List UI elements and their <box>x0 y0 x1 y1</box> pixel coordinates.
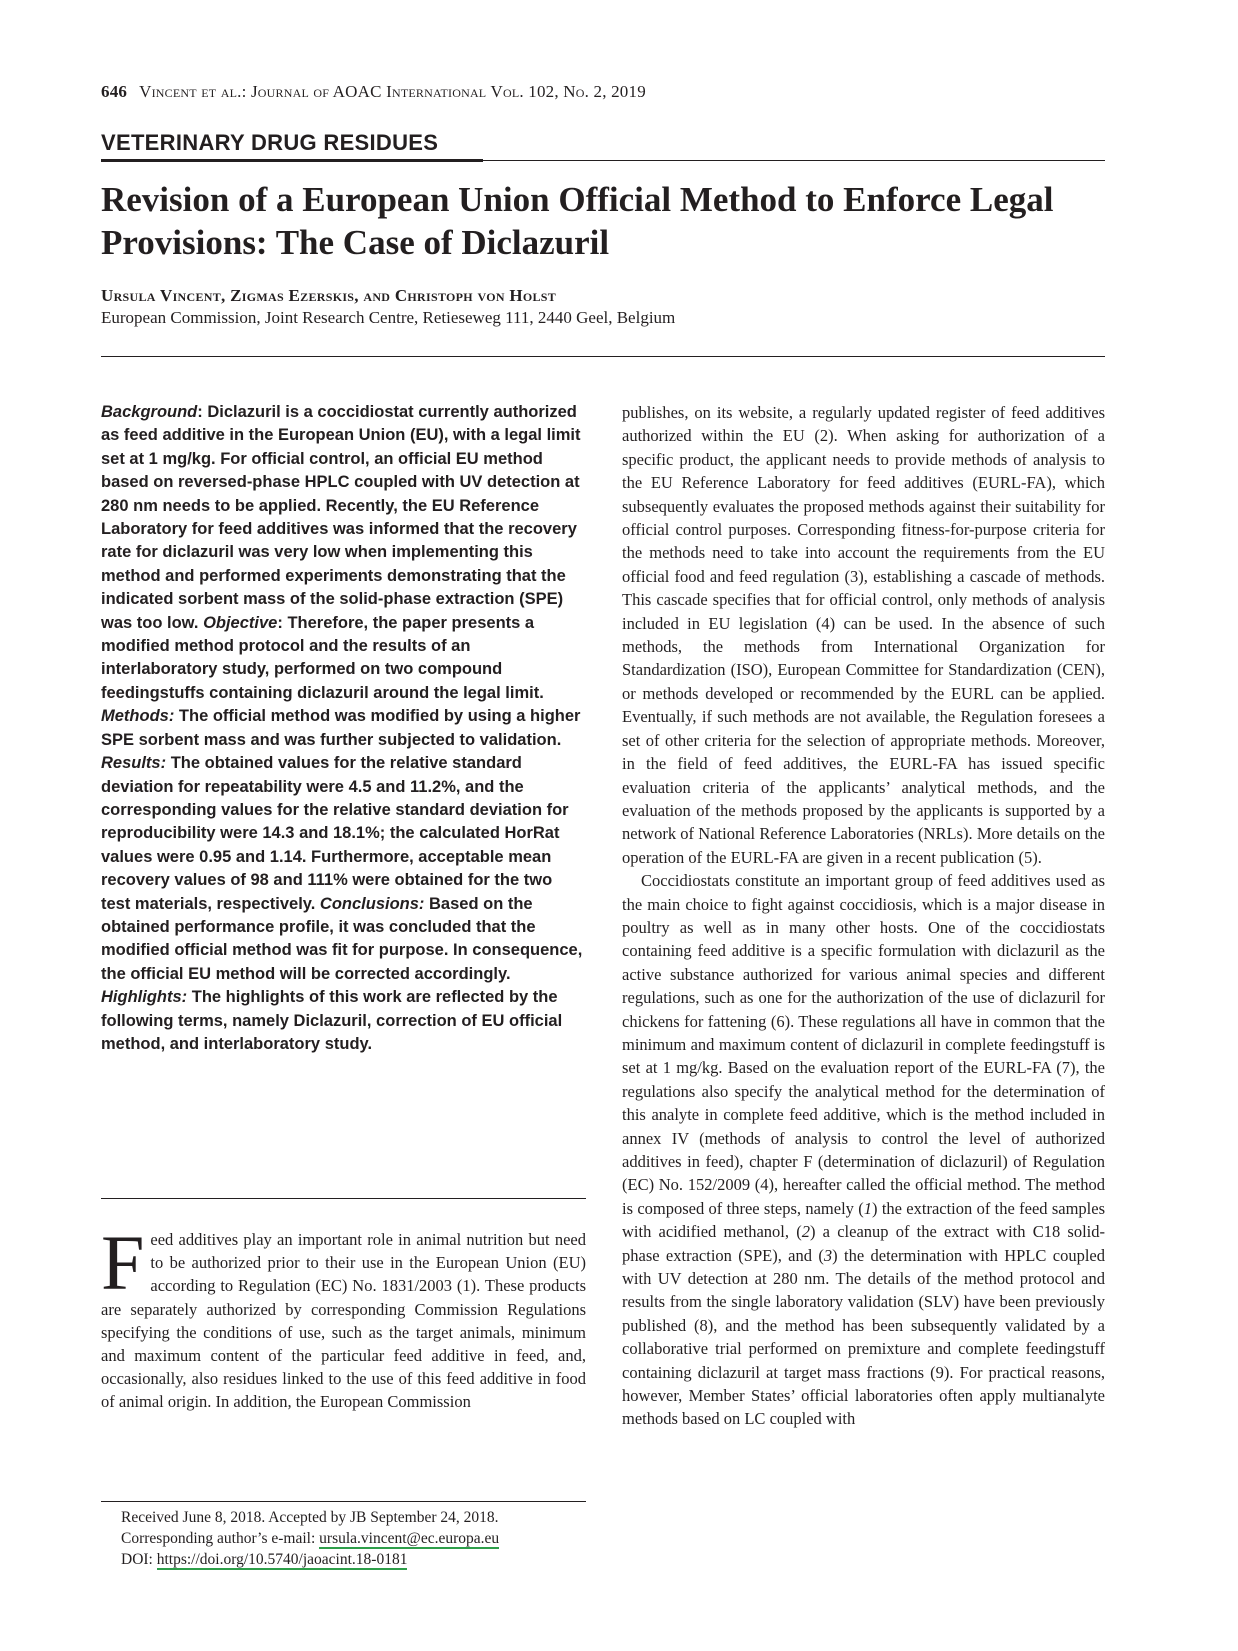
abstract-background-text: : Diclazuril is a coccidiostat currently authorized as feed additive in the European Union (EU), with a legal limit set at 1 mg/kg. For official control, an official EU method based on reversed-phase HPLC coupled with UV detection at 280 nm needs to be applied. Recently, the EU Reference Laboratory for feed additives was informed that the recovery rate for diclazuril was very low when implementing this method and performed experiments demonstrating that the indicated sorbent mass of the solid-phase extraction (SPE) was too low. <box>101 403 581 632</box>
abstract-methods-label: Methods: <box>101 707 175 726</box>
abstract-methods-text: The official method was modified by using a higher SPE sorbent mass and was further subjected to validation. <box>101 707 581 749</box>
author-list: Ursula Vincent, Zigmas Ezerskis, and Christoph von Holst <box>101 286 557 305</box>
section-rule <box>101 159 483 162</box>
doi-link[interactable]: https://doi.org/10.5740/jaoacint.18-0181 <box>156 1551 408 1568</box>
author-email-link[interactable]: ursula.vincent@ec.europa.eu <box>319 1530 500 1547</box>
running-head <box>101 82 646 102</box>
abstract-objective-label: Objective <box>203 613 278 632</box>
right-column <box>622 401 1105 1431</box>
step-number-1: 1 <box>863 1198 872 1218</box>
doi-label: DOI: <box>121 1551 157 1568</box>
right-paragraph-2 <box>622 869 1105 1431</box>
abstract-highlights-text: The highlights of this work are reflected by the following terms, namely Diclazuril, correction of EU official method, and interlaboratory study. <box>101 988 563 1053</box>
author-affiliation: European Commission, Joint Research Centre, Retieseweg 111, 2440 Geel, Belgium <box>101 308 676 327</box>
right-paragraph-2-part-a: Coccidiostats constitute an important group of feed additives used as the main choice to fight against coccidiosis, which is a major disease in poultry as well as in many other hosts. One of the coccidiostats containing feed additive is a specific formulation with diclazuril as the active substance authorized for various animal species and different regulations, such as one for the authorization of the use of diclazuril for chickens for fattening (6). These regulations all have in common that the minimum and maximum content of diclazuril in complete feedingstuff is set at 1 mg/kg. Based on the evaluation report of the EURL-FA (7), the regulations also specify the analytical method for the determination of this analyte in complete feed additive, which is the method included in annex IV (methods of analysis to control the level of authorized additives in feed), chapter F (determination of diclazuril) of Regulation (EC) No. 152/2009 (4), hereafter called the official method. The method is composed of three steps, namely ( <box>622 871 1105 1218</box>
header-divider <box>101 356 1105 357</box>
abstract-background-label: Background <box>101 403 198 421</box>
received-note: Received June 8, 2018. Accepted by JB September 24, 2018. <box>121 1509 499 1526</box>
right-paragraph-2-part-d: ) the determination with HPLC coupled with UV detection at 280 nm. The details of the method protocol and results from the single laboratory validation (SLV) have been previously published (8), and the method has been subsequently validated by a collaborative trial performed on premixture and complete feedingstuff containing diclazuril at target mass fractions (9). For practical reasons, however, Member States’ official laboratories often apply multianalyte methods based on LC coupled with <box>622 1245 1105 1429</box>
introduction-text: eed additives play an important role in animal nutrition but need to be authorized prior to their use in the European Union (EU) according to Regulation (EC) No. 1831/2003 (1). These products are separately authorized by corresponding Commission Regulations specifying the conditions of use, such as the target animals, minimum and maximum content of the particular feed additive in feed, and, occasionally, also residues linked to the use of this feed additive in food of animal origin. In addition, the European Commission <box>101 1230 586 1412</box>
doi-note <box>121 1549 499 1570</box>
abstract-conclusions-label: Conclusions: <box>319 894 425 913</box>
drop-cap: F <box>101 1219 145 1306</box>
running-head-text: Vincent et al.: Journal of AOAC International Vol. 102, No. 2, 2019 <box>139 82 646 101</box>
abstract-highlights-label: Highlights: <box>101 988 188 1007</box>
section-rule-extension <box>483 160 1105 161</box>
footnote-divider <box>101 1501 586 1502</box>
right-paragraph-2-part-b: ) the extraction of the feed samples with acidified methanol, ( <box>622 1198 1105 1242</box>
email-label: Corresponding author’s e-mail: <box>121 1530 320 1547</box>
step-number-3: 3 <box>823 1245 833 1265</box>
abstract-conclusions-text: Based on the obtained performance profile, it was concluded that the modified official method was fit for purpose. In consequence, the official EU method will be corrected accordingly. <box>101 894 583 983</box>
right-paragraph-1: publishes, on its website, a regularly updated register of feed additives authorized within the EU (2). When asking for authorization of a specific product, the applicant needs to provide methods of analysis to the EU Reference Laboratory for feed additives (EURL-FA), which subsequently evaluates the proposed methods against their suitability for official control purposes. Corresponding fitness-for-purpose criteria for the methods need to take into account the requirements from the EU official food and feed regulation (3), establishing a cascade of methods. This cascade specifies that for official control, only methods of analysis included in EU legislation (4) can be used. In the absence of such methods, the methods from International Organization for Standardization (ISO), European Committee for Standardization (CEN), or methods developed or recommended by the EURL can be applied. Eventually, if such methods are not available, the Regulation foresees a set of other criteria for the selection of appropriate methods. Moreover, in the field of feed additives, the EURL-FA has issued specific evaluation criteria of the applicants’ analytical methods, and the evaluation of the methods proposed by the applicants is supported by a network of National Reference Laboratories (NRLs). More details on the operation of the EURL-FA are given in a recent publication (5). <box>622 403 1105 867</box>
abstract-results-label: Results: <box>101 754 167 773</box>
correspondence-note <box>121 1528 499 1549</box>
abstract <box>101 401 586 1056</box>
abstract-objective-text: : Therefore, the paper presents a modified method protocol and the results of an interlaboratory study, performed on two compound feedingstuffs containing diclazuril around the legal limit. <box>101 613 544 702</box>
section-label: VETERINARY DRUG RESIDUES <box>101 130 439 155</box>
footnotes <box>121 1507 499 1570</box>
abstract-divider <box>101 1198 586 1199</box>
right-paragraph-2-part-c: ) a cleanup of the extract with C18 solid-phase extraction (SPE), and ( <box>622 1222 1105 1265</box>
article-title: Revision of a European Union Official Method to Enforce Legal Provisions: The Case of Diclazuril <box>101 180 1054 262</box>
introduction-paragraph <box>101 1219 586 1414</box>
step-number-2: 2 <box>801 1222 810 1242</box>
abstract-results-text: The obtained values for the relative standard deviation for repeatability were 4.5 and 11.2%, and the corresponding values for the relative standard deviation for reproducibility were 14.3 and 18.1%; the calculated HorRat values were 0.95 and 1.14. Furthermore, acceptable mean recovery values of 98 and 111% were obtained for the two test materials, respectively. <box>101 754 569 913</box>
page-number: 646 <box>101 82 128 101</box>
